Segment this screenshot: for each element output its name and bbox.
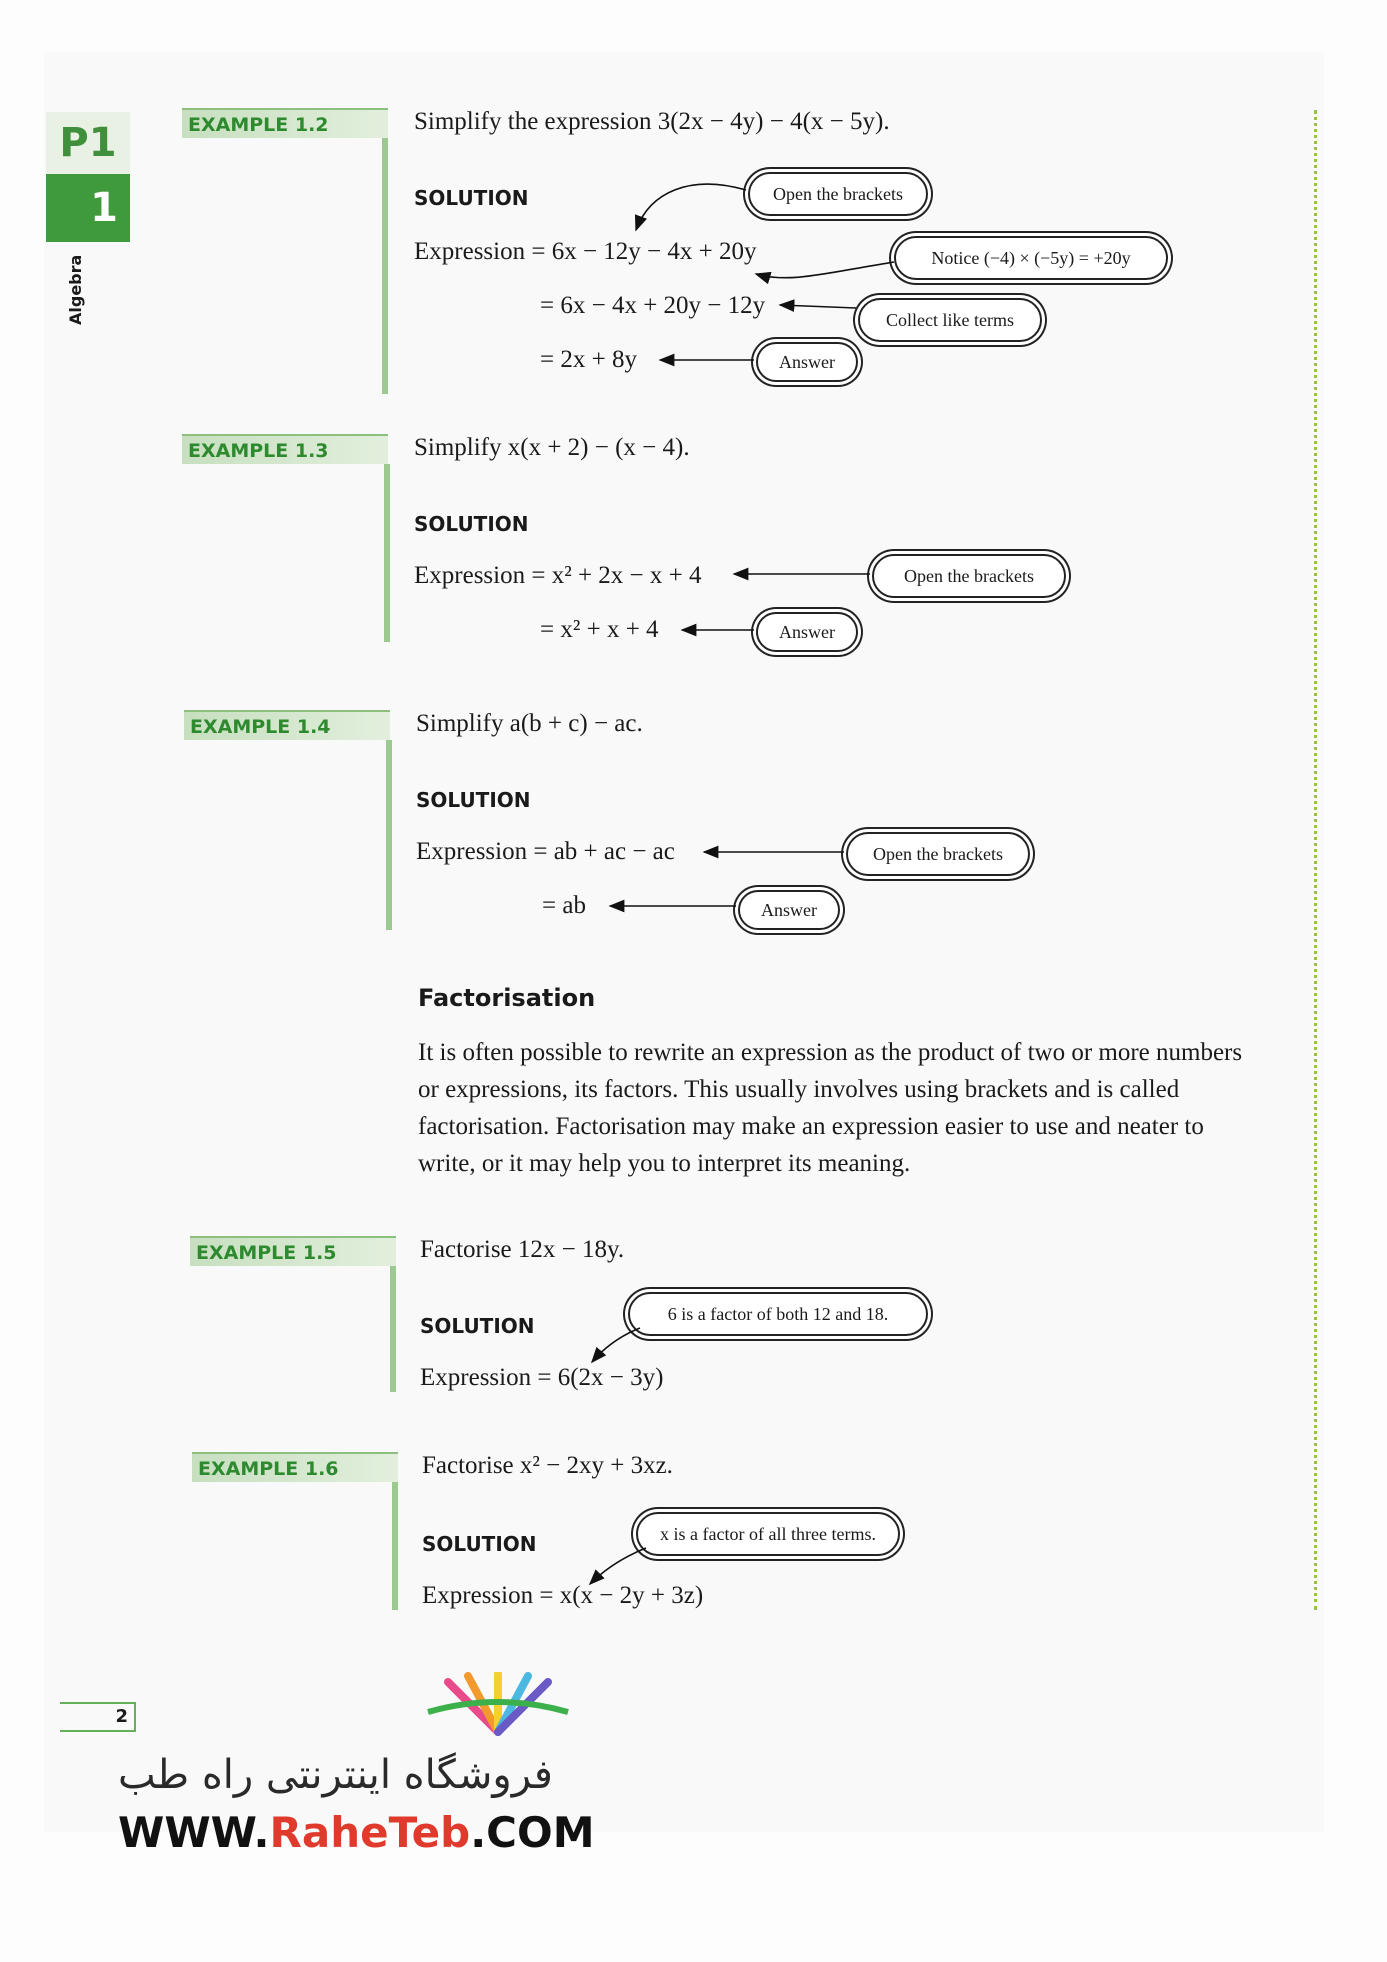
note-bubble: Open the brackets — [846, 832, 1030, 876]
note-bubble: 6 is a factor of both 12 and 18. — [628, 1292, 928, 1336]
working-line: = 6x − 4x + 20y − 12y — [540, 292, 766, 319]
working-line: Expression = x² + 2x − x + 4 — [414, 562, 702, 589]
working-line: Expression = 6(2x − 3y) — [420, 1364, 664, 1391]
working-line: Expression = 6x − 12y − 4x + 20y — [414, 238, 757, 265]
arrow — [636, 184, 746, 230]
watermark-url: WWW.RaheTeb.COM — [118, 1808, 595, 1857]
arrow — [780, 305, 856, 308]
example-label: EXAMPLE 1.3 — [182, 434, 388, 464]
example-question: Simplify the expression 3(2x − 4y) − 4(x − 5y). — [414, 108, 890, 135]
example-question: Factorise 12x − 18y. — [420, 1236, 625, 1263]
working-line: Expression = x(x − 2y + 3z) — [422, 1582, 704, 1609]
example-question: Simplify x(x + 2) − (x − 4). — [414, 434, 690, 461]
note-bubble: Open the brackets — [872, 554, 1066, 598]
working-line: Expression = ab + ac − ac — [416, 838, 675, 865]
chapter-number-tab: 1 — [46, 174, 130, 242]
note-bubble: Answer — [738, 890, 840, 930]
page-number: 2 — [60, 1702, 136, 1732]
example-question: Factorise x² − 2xy + 3xz. — [422, 1452, 673, 1479]
chapter-tab: P1 — [46, 112, 130, 174]
section-paragraph: It is often possible to rewrite an expression as the product of two or more numbers or expressions, its factors. This usually involves using brackets and is called factorisation. Factorisation may make an expression easier to use and neater to write, or it may help you to interpret its meaning. — [418, 1039, 1243, 1177]
working-line: = x² + x + 4 — [540, 616, 659, 643]
side-label: Algebra — [66, 254, 85, 325]
example-question: Simplify a(b + c) − ac. — [416, 710, 643, 737]
solution-heading: SOLUTION — [422, 1532, 537, 1556]
example-label: EXAMPLE 1.4 — [184, 710, 390, 740]
solution-heading: SOLUTION — [416, 788, 531, 812]
solution-heading: SOLUTION — [420, 1314, 535, 1338]
example-label: EXAMPLE 1.2 — [182, 108, 388, 138]
note-bubble: Notice (−4) × (−5y) = +20y — [894, 236, 1168, 280]
watermark-logo-icon — [418, 1672, 578, 1736]
working-line: = ab — [542, 892, 586, 919]
arrow — [756, 262, 894, 278]
note-bubble: Answer — [756, 612, 858, 652]
note-bubble: x is a factor of all three terms. — [636, 1512, 900, 1556]
example-label: EXAMPLE 1.5 — [190, 1236, 396, 1266]
working-line: = 2x + 8y — [540, 346, 637, 373]
arrow — [592, 1328, 640, 1362]
section-heading: Factorisation — [418, 984, 596, 1012]
example-label: EXAMPLE 1.6 — [192, 1452, 398, 1482]
note-bubble: Collect like terms — [858, 298, 1042, 342]
note-bubble: Open the brackets — [748, 172, 928, 216]
arrow — [590, 1548, 646, 1584]
solution-heading: SOLUTION — [414, 186, 529, 210]
note-bubble: Answer — [756, 342, 858, 382]
watermark-persian-text: فروشگاه اینترنتی راه طب — [118, 1752, 553, 1798]
solution-heading: SOLUTION — [414, 512, 529, 536]
